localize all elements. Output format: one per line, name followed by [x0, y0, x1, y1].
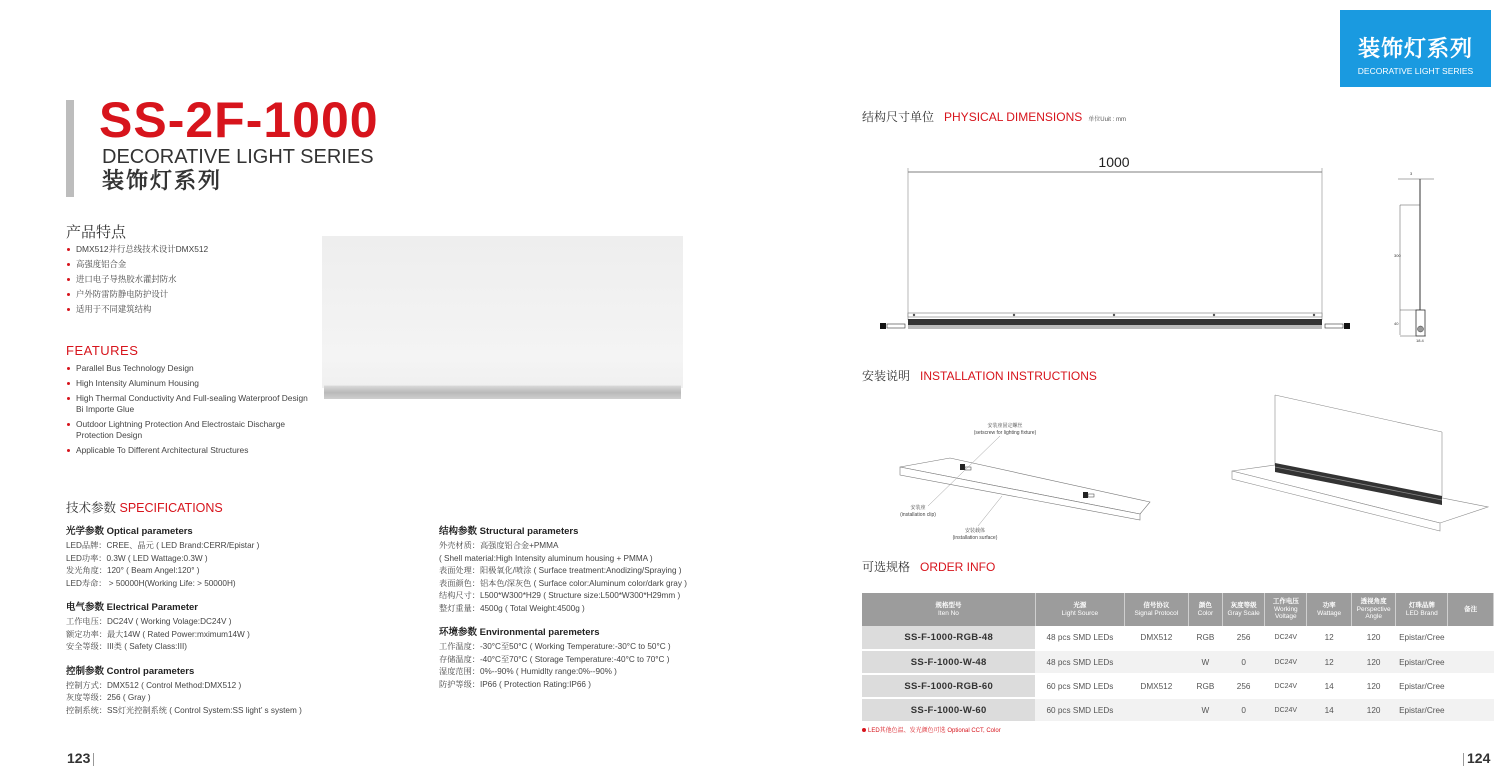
feature-en-item: Parallel Bus Technology Design [66, 363, 316, 374]
cell-gray-scale: 0 [1223, 698, 1265, 722]
product-image-panel [322, 236, 683, 388]
cell-voltage: DC24V [1265, 674, 1307, 698]
spec-line: 工作温度：-30°C至50°C ( Working Temperature:-30°C to 50°C ) [439, 642, 671, 651]
spec-line: 表面处理：阳极氧化/喷涂 ( Surface treatment:Anodizing/Spraying ) [439, 566, 682, 575]
spec-line: LED品牌：CREE、晶元 ( LED Brand:CERR/Epistar ) [66, 541, 260, 550]
cell-gray-scale: 0 [1223, 650, 1265, 674]
feature-en-item: High Thermal Conductivity And Full-sealing Waterproof Design Bi Importe Glue [66, 393, 316, 415]
dimension-length-label: 1000 [1098, 154, 1130, 170]
table-row [862, 650, 1494, 674]
series-badge-cn: 装饰灯系列 [1357, 36, 1473, 61]
feature-cn-item: 进口电子导热胶水灌封防水 [66, 274, 316, 285]
order-info-heading-en: ORDER INFO [920, 560, 996, 574]
order-info-heading [862, 558, 995, 575]
page-number-left-text: 123 [67, 750, 91, 766]
cell-item-no: SS-F-1000-W-60 [862, 698, 1035, 722]
cell-wattage: 12 [1307, 626, 1351, 650]
header-wattage: 功率 Wattage [1307, 593, 1351, 626]
cell-remarks [1448, 698, 1494, 722]
page-number-left [67, 750, 97, 766]
header-item-no: 规格型号 Iten No [862, 593, 1035, 626]
order-info-heading-cn: 可选规格 [862, 560, 911, 574]
spec-column-right [439, 523, 687, 700]
spec-structural [439, 523, 687, 615]
spec-structural-title: 结构参数 Structural parameters [439, 526, 579, 537]
cell-color: W [1188, 650, 1222, 674]
spec-control-title: 控制参数 Control parameters [66, 665, 195, 677]
clip-label-en: (installation clip) [900, 512, 936, 518]
series-badge-en: DECORATIVE LIGHT SERIES [1357, 66, 1474, 76]
series-title-en: DECORATIVE LIGHT SERIES [102, 146, 374, 168]
cell-color: RGB [1188, 674, 1222, 698]
surface-label-en: (installation surface) [952, 535, 998, 541]
cell-item-no: SS-F-1000-RGB-60 [862, 674, 1035, 698]
installation-clip-drawing [880, 410, 1180, 550]
page-number-divider [93, 753, 94, 766]
header-remarks: 备注 [1448, 593, 1494, 626]
bullet-dot-icon [862, 728, 866, 732]
cell-angle: 120 [1351, 626, 1395, 650]
specifications-heading [66, 498, 223, 516]
spec-line: ( Shell material:High Intensity aluminum housing + PMMA ) [439, 553, 653, 563]
cell-signal-protocol [1124, 650, 1188, 674]
features-en-heading: FEATURES [66, 343, 139, 358]
cell-light-source: 60 pcs SMD LEDs [1035, 698, 1124, 722]
spec-line: 表面颜色：铝本色/深灰色 ( Surface color:Aluminum color/dark gray ) [439, 578, 687, 588]
order-note-text: LED其他色温、发光颜色可选 Optional CCT, Color [868, 728, 1001, 734]
header-working-voltage: 工作电压 Working Voltage [1265, 593, 1307, 626]
cell-wattage: 14 [1307, 698, 1351, 722]
spec-line: 整灯重量：4500g ( Total Weight:4500g ) [439, 603, 585, 613]
spec-control [66, 663, 302, 718]
feature-cn-item: 适用于不同建筑结构 [66, 304, 316, 315]
specifications-heading-en: SPECIFICATIONS [119, 501, 223, 515]
spec-line: 外壳材质：高强度铝合金+PMMA [439, 541, 559, 550]
page-number-right [1460, 750, 1490, 766]
cell-wattage: 14 [1307, 674, 1351, 698]
front-dimension-drawing [870, 150, 1370, 340]
table-row [862, 626, 1494, 650]
cell-remarks [1448, 626, 1494, 650]
spec-optical-title: 光学参数 Optical parameters [66, 526, 193, 537]
spec-line: 控制系统：SS灯光控制系统 ( Control System:SS light’ s system ) [66, 705, 302, 715]
cell-gray-scale: 256 [1223, 674, 1265, 698]
feature-cn-item: 高强度铝合金 [66, 259, 316, 270]
dimensions-heading-en: PHYSICAL DIMENSIONS [944, 110, 1083, 124]
setscrew-label-cn: 安装座固定螺丝 [987, 423, 1023, 429]
cell-light-source: 60 pcs SMD LEDs [1035, 674, 1124, 698]
header-color: 颜色 Color [1188, 593, 1222, 626]
spec-environmental [439, 624, 687, 691]
header-gray-scale: 灰度等级 Gray Scale [1223, 593, 1265, 626]
side-dimension-drawing [1390, 165, 1440, 345]
cell-led-brand: Epistar/Cree [1396, 626, 1448, 650]
spec-line: 控制方式：DMX512 ( Control Method:DMX512 ) [66, 680, 242, 690]
header-perspective-angle: 透视角度 Perspective Angle [1351, 593, 1395, 626]
spec-line: 安全等级：III类 ( Safety Class:III) [66, 642, 188, 651]
features-en-list [66, 363, 316, 460]
surface-label-cn: 安装载体 [964, 528, 986, 534]
side-base-label: 40 [1394, 321, 1399, 326]
cell-angle: 120 [1351, 650, 1395, 674]
cell-voltage: DC24V [1265, 650, 1307, 674]
features-cn-heading: 产品特点 [66, 224, 127, 241]
feature-cn-item: 户外防雷防静电防护设计 [66, 289, 316, 300]
dimensions-unit: 单位Uuit : mm [1088, 117, 1126, 123]
cell-signal-protocol: DMX512 [1124, 626, 1188, 650]
side-top-label: 3 [1410, 171, 1413, 176]
spec-line: 灰度等级：256 ( Gray ) [66, 693, 151, 702]
series-badge [1340, 10, 1491, 87]
header-light-source: 光源 Light Source [1035, 593, 1124, 626]
cell-light-source: 48 pcs SMD LEDs [1035, 626, 1124, 650]
cell-item-no: SS-F-1000-RGB-48 [862, 626, 1035, 650]
feature-en-item: Outdoor Lightning Protection And Electrostaic Discharge Protection Design [66, 419, 316, 441]
spec-line: 发光角度：120° ( Beam Angel:120° ) [66, 566, 200, 575]
series-title-cn: 装饰灯系列 [102, 168, 223, 193]
feature-en-item: High Intensity Aluminum Housing [66, 378, 316, 389]
spec-line: LED功率：0.3W ( LED Wattage:0.3W ) [66, 553, 208, 563]
spec-line: LED寿命： > 50000H(Working Life: > 50000H) [66, 578, 236, 588]
spec-column-left [66, 523, 302, 726]
specifications-heading-cn: 技术参数 [66, 501, 117, 515]
cell-led-brand: Epistar/Cree [1396, 674, 1448, 698]
header-signal-protocol: 信号协议 Signal Protocol [1124, 593, 1188, 626]
cell-light-source: 48 pcs SMD LEDs [1035, 650, 1124, 674]
cell-remarks [1448, 650, 1494, 674]
cell-item-no: SS-F-1000-W-48 [862, 650, 1035, 674]
cell-color: RGB [1188, 626, 1222, 650]
installation-heading-en: INSTALLATION INSTRUCTIONS [920, 369, 1097, 383]
spec-line: 额定功率：最大14W ( Rated Power:mximum14W ) [66, 629, 250, 639]
setscrew-label-en: (setscrew for lighting fixture) [973, 430, 1037, 436]
cell-gray-scale: 256 [1223, 626, 1265, 650]
product-image-rail [324, 385, 681, 399]
spec-electrical [66, 599, 302, 654]
side-height-label: 300 [1394, 253, 1401, 258]
spec-line: 湿度范围：0%--90% ( Humidlty range:0%--90% ) [439, 667, 617, 676]
installation-mounted-drawing [1220, 385, 1500, 535]
spec-environmental-title: 环境参数 Environmental paremeters [439, 627, 600, 638]
cell-voltage: DC24V [1265, 626, 1307, 650]
spec-optical [66, 523, 302, 590]
cell-signal-protocol: DMX512 [1124, 674, 1188, 698]
table-header-row [862, 593, 1494, 626]
cell-led-brand: Epistar/Cree [1396, 698, 1448, 722]
feature-cn-item: DMX512并行总线技术设计DMX512 [66, 244, 316, 255]
cell-wattage: 12 [1307, 650, 1351, 674]
spec-line: 工作电压：DC24V ( Working Volage:DC24V ) [66, 617, 232, 626]
installation-heading-cn: 安装说明 [862, 369, 911, 383]
cell-remarks [1448, 674, 1494, 698]
cell-led-brand: Epistar/Cree [1396, 650, 1448, 674]
clip-label-cn: 安装座 [910, 505, 926, 511]
spec-line: 存储温度：-40°C至70°C ( Storage Temperature:-40°C to 70°C ) [439, 654, 670, 664]
cell-signal-protocol [1124, 698, 1188, 722]
spec-electrical-title: 电气参数 Electrical Parameter [66, 602, 199, 613]
order-info-table [862, 593, 1494, 723]
table-row [862, 674, 1494, 698]
table-row [862, 698, 1494, 722]
page-number-right-text: 124 [1467, 750, 1491, 766]
dimensions-heading [862, 108, 1126, 125]
order-note [862, 725, 1001, 734]
cell-angle: 120 [1351, 674, 1395, 698]
dimensions-heading-cn: 结构尺寸单位 [862, 110, 935, 124]
spec-line: 防护等级：IP66 ( Protection Rating:IP66 ) [439, 679, 591, 689]
product-model-title: SS-2F-1000 [99, 92, 379, 148]
page-number-divider [1463, 753, 1464, 766]
side-width-label: 18.4 [1416, 338, 1424, 343]
header-led-brand: 灯珠品牌 LED Brand [1396, 593, 1448, 626]
cell-color: W [1188, 698, 1222, 722]
cell-angle: 120 [1351, 698, 1395, 722]
feature-en-item: Applicable To Different Architectural Structures [66, 445, 316, 456]
title-accent-bar [66, 100, 74, 197]
spec-line: 结构尺寸：L500*W300*H29 ( Structure size:L500*W300*H29mm ) [439, 591, 681, 600]
installation-heading [862, 367, 1097, 384]
features-cn-list [66, 244, 316, 319]
cell-voltage: DC24V [1265, 698, 1307, 722]
